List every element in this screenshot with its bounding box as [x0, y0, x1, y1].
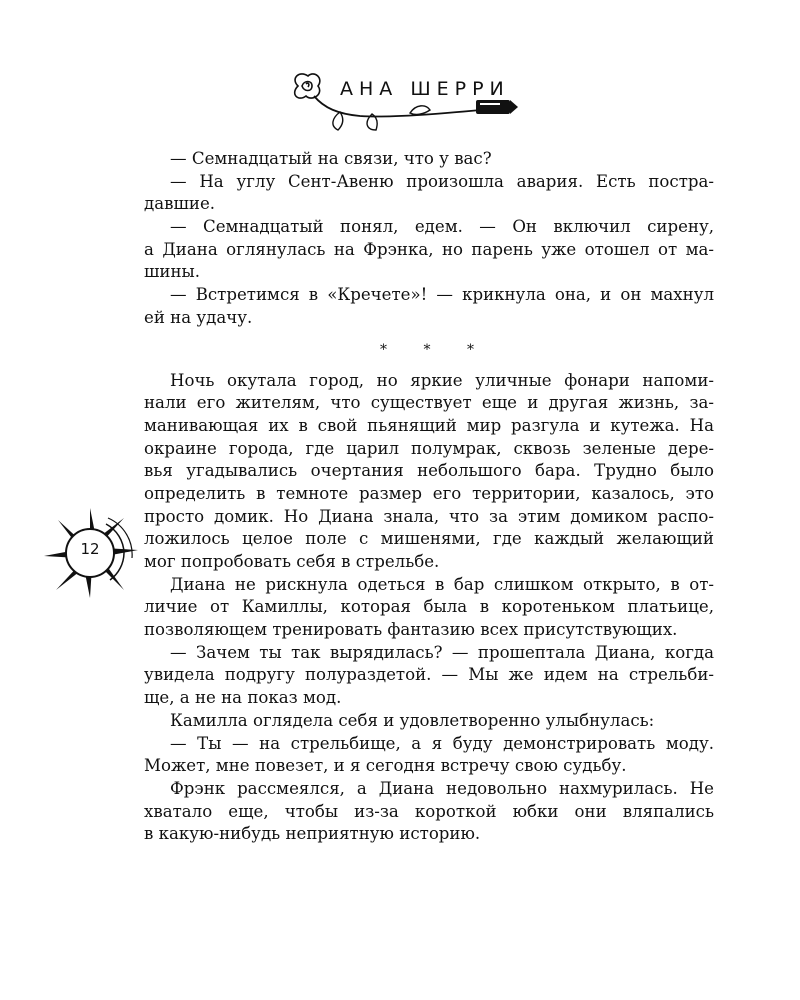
text-line: Может, мне повезет, и я сегодня встречу свою судьбу. — [144, 756, 627, 776]
running-header — [0, 64, 800, 144]
text-line: просто домик. Но Диана знала, что за этим домиком распо- — [144, 506, 714, 526]
text-line: ще, а не на показ мод. — [144, 688, 342, 708]
text-line: Фрэнк рассмеялся, а Диана недовольно нахмурилась. Не — [170, 778, 714, 798]
dialogue-block — [144, 148, 714, 330]
text-line: шины. — [144, 262, 201, 282]
text-line: ей на удачу. — [144, 307, 253, 327]
text-line: вья угадывались очертания небольшого бара. Трудно было — [144, 461, 714, 481]
text-line: окраине города, где царил полумрак, сквозь зеленые дере- — [144, 438, 714, 458]
text-line: — Зачем ты так вырядилась? — прошептала Диана, когда — [170, 642, 714, 662]
text-line: — На углу Сент-Авеню произошла авария. Есть постра- — [170, 171, 714, 191]
text-line: позволяющем тренировать фантазию всех присутствующих. — [144, 620, 678, 640]
text-line: личие от Камиллы, которая была в коротеньком платьице, — [144, 597, 714, 617]
text-line: ложилось целое поле с мишенями, где каждый желающий — [144, 529, 714, 549]
scene-separator: * * * — [380, 341, 490, 358]
text-line: увидела подругу полураздетой. — Мы же идем на стрельби- — [144, 665, 714, 685]
rose-icon — [295, 74, 320, 98]
text-line: определить в темноте размер его территории, казалось, это — [144, 483, 714, 503]
page-number-badge — [40, 498, 150, 608]
narrative-block — [144, 370, 714, 846]
text-line: — Семнадцатый понял, едем. — Он включил сирену, — [170, 217, 714, 237]
text-line: Камилла оглядела себя и удовлетворенно улыбнулась: — [170, 710, 655, 730]
text-line: а Диана оглянулась на Фрэнка, но парень уже отошел от ма- — [144, 239, 714, 259]
text-line: Диана не рискнула одеться в бар слишком открыто, в от- — [170, 574, 714, 594]
bullet-icon — [476, 100, 518, 114]
text-line: нали его жителям, что существует еще и другая жизнь, за- — [144, 393, 714, 413]
text-line: Ночь окутала город, но яркие уличные фонари напоми- — [170, 370, 714, 390]
text-line: манивающая их в свой пьянящий мир разгула и кутежа. На — [144, 415, 714, 435]
text-line: хватало еще, чтобы из-за короткой юбки они вляпались — [144, 801, 714, 821]
text-line: — Встретимся в «Кречете»! — крикнула она, и он махнул — [170, 285, 714, 305]
text-line: давшие. — [144, 194, 216, 214]
author-name: АНА ШЕРРИ — [340, 78, 510, 100]
leaf-icon — [410, 106, 430, 115]
leaf-icon — [333, 112, 343, 130]
text-line: в какую-нибудь неприятную историю. — [144, 824, 481, 844]
text-line: — Семнадцатый на связи, что у вас? — [170, 149, 492, 168]
page-number: 12 — [80, 540, 100, 558]
text-line: мог попробовать себя в стрельбе. — [144, 552, 440, 571]
page-body — [144, 148, 714, 846]
text-line: — Ты — на стрельбище, а я буду демонстрировать моду. — [170, 733, 714, 753]
